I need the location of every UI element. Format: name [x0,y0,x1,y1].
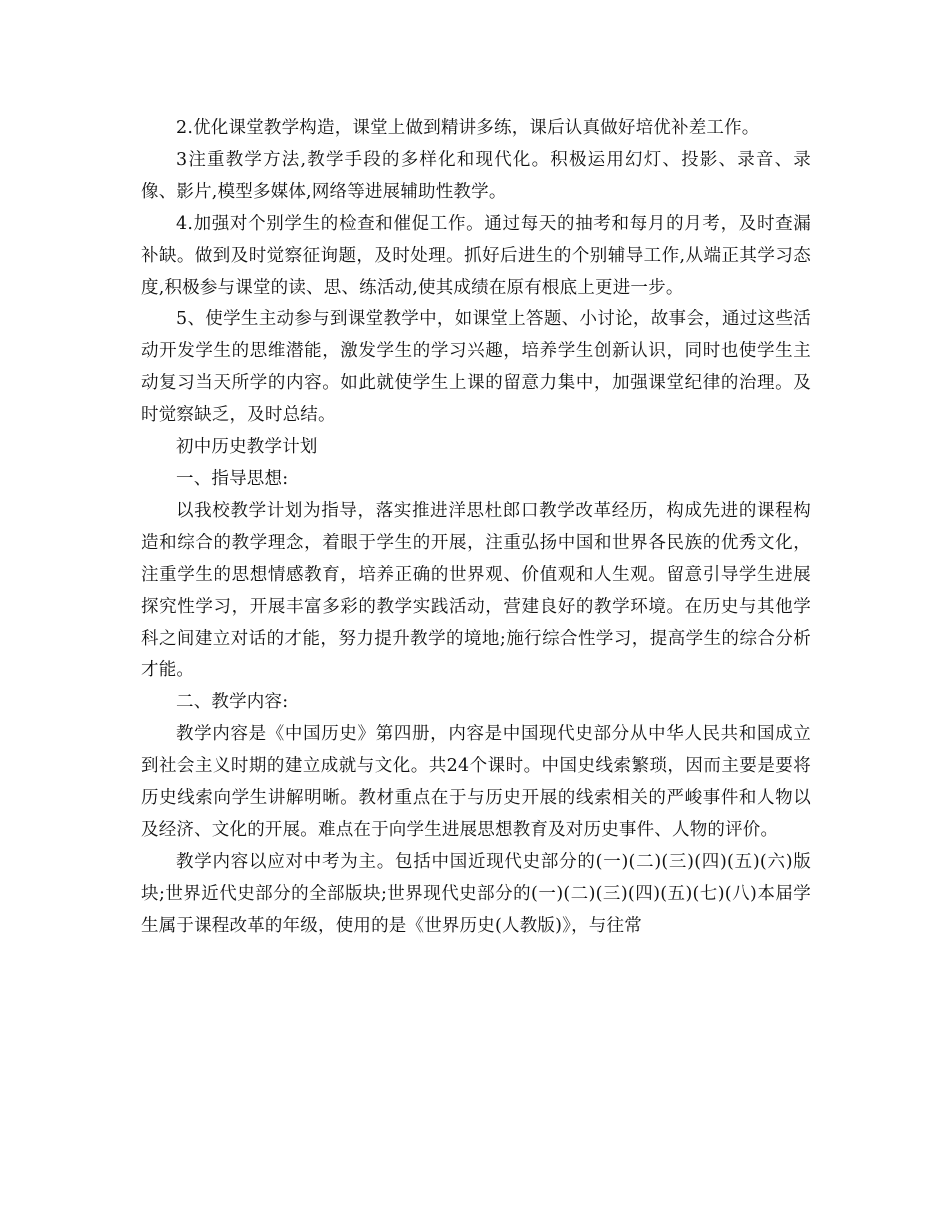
paragraph-guiding-ideology: 以我校教学计划为指导，落实推进洋思杜郎口教学改革经历，构成先进的课程构造和综合的教学理念，着眼于学生的开展，注重弘扬中国和世界各民族的优秀文化，注重学生的思想情感教育，培养正确的世界观、价值观和人生观。留意引导学生进展探究性学习，开展丰富多彩的教学实践活动，营建良好的教学环境。在历史与其他学科之间建立对话的才能，努力提升教学的境地;施行综合性学习，提高学生的综合分析才能。 [141,500,811,681]
section-title: 初中历史教学计划 [176,437,318,458]
paragraph-1: 2.优化课堂教学构造，课堂上做到精讲多练，课后认真做好培优补差工作。 [176,118,760,138]
paragraph-teaching-scope: 教学内容以应对中考为主。包括中国近现代史部分的(一)(二)(三)(四)(五)(六)版块;世界近代史部分的全部版块;世界现代史部分的(一)(二)(三)(四)(五)(七)(八)本届学生属于课程改革的年级，使用的是《世界历史(人教版)》，与往常 [141,851,811,936]
paragraph-4: 5、使学生主动参与到课堂教学中，如课堂上答题、小讨论，故事会，通过这些活动开发学生的思维潜能，激发学生的学习兴趣，培养学生创新认识，同时也使学生主动复习当天所学的内容。如此就使学生上课的留意力集中，加强课堂纪律的治理。及时觉察缺乏，及时总结。 [141,309,811,426]
paragraph-teaching-content: 教学内容是《中国历史》第四册，内容是中国现代史部分从中华人民共和国成立到社会主义时期的建立成就与文化。共24个课时。中国史线索繁琐，因而主要是要将历史线索向学生讲解明晰。教材重点在于与历史开展的线索相关的严峻事件和人物以及经济、文化的开展。难点在于向学生进展思想教育及对历史事件、人物的评价。 [141,724,811,840]
heading-teaching-content: 二、教学内容: [176,692,289,713]
paragraph-3: 4.加强对个别学生的检查和催促工作。通过每天的抽考和每月的月考，及时查漏补缺。做到及时觉察征询题，及时处理。抓好后进生的个别辅导工作,从端正其学习态度,积极参与课堂的读、思、练活动,使其成绩在原有根底上更进一步。 [141,213,811,298]
document-page [141,113,811,943]
paragraph-2: 3注重教学方法,教学手段的多样化和现代化。积极运用幻灯、投影、录音、录像、影片,模型多媒体,网络等进展辅助性教学。 [141,149,811,202]
heading-guiding-ideology: 一、指导思想: [176,468,289,489]
